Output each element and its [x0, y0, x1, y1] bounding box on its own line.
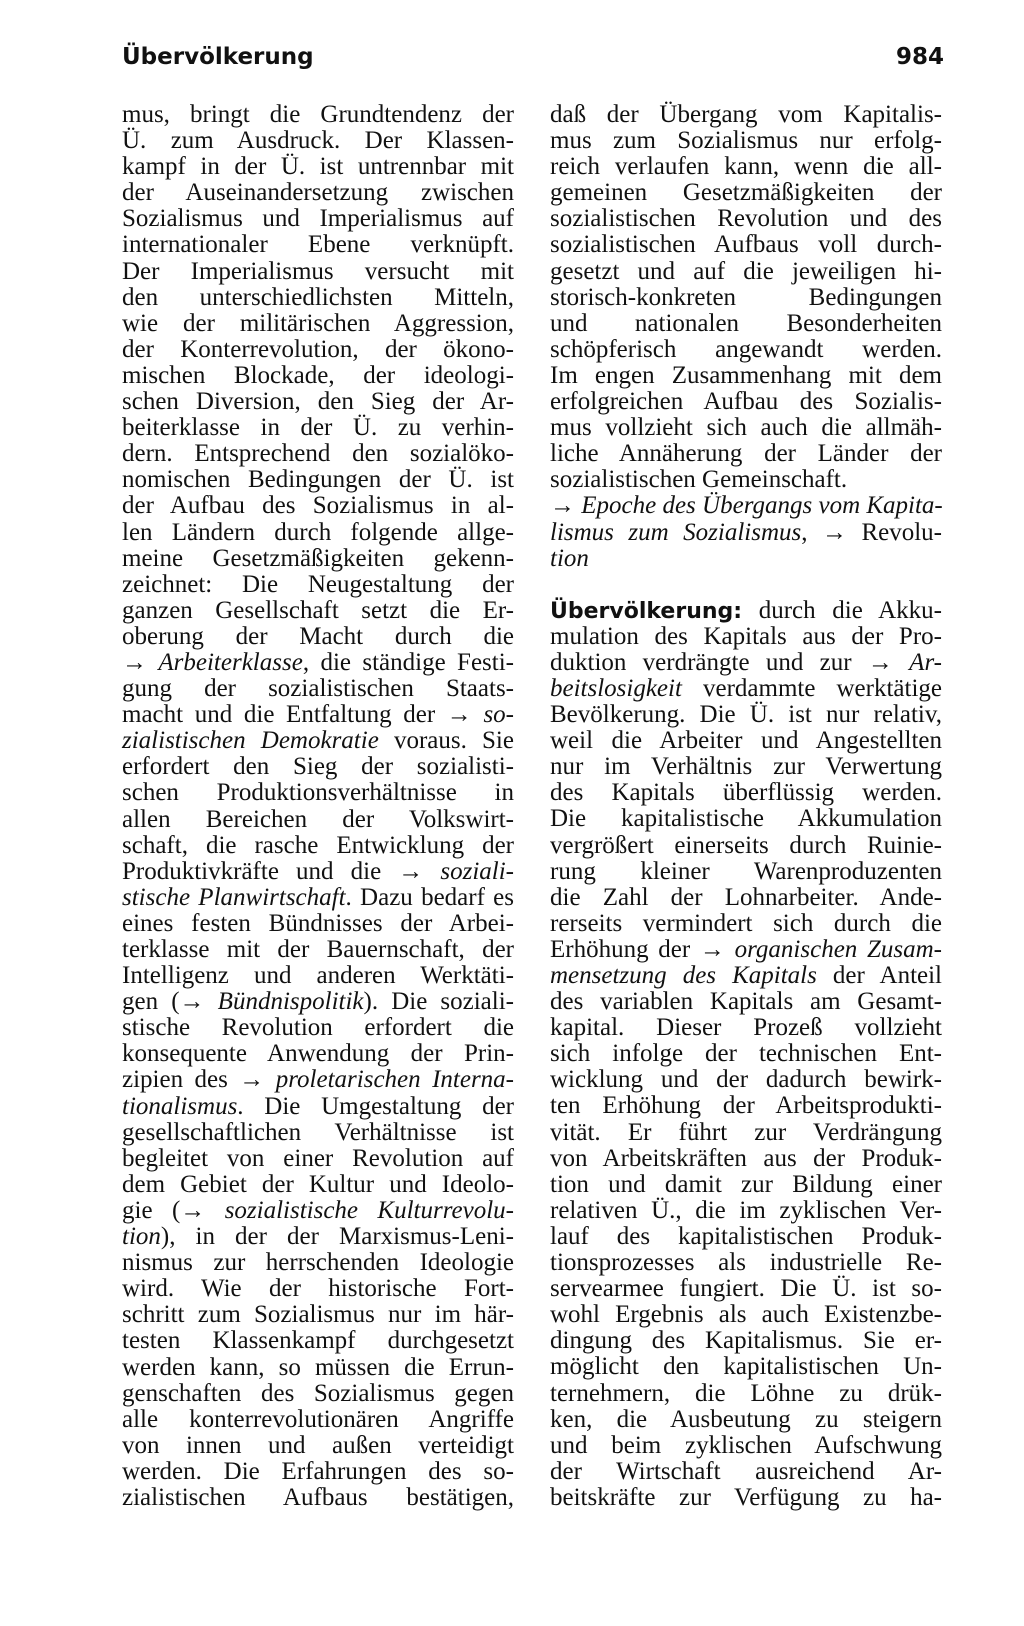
text-run: der Anteil [816, 962, 942, 989]
text-line: Intelligenz und anderen Werktäti- [122, 962, 514, 990]
cross-reference-arrow: → [239, 1066, 276, 1094]
text-line [122, 1067, 514, 1093]
running-head-title: Übervölkerung [122, 44, 314, 70]
text-line: zeichnet: Die Neugestaltung der [122, 570, 514, 598]
text-line: ternehmern, die Löhne zu drük- [550, 1379, 942, 1407]
text-line: vergrößert einerseits durch Ruinie- [550, 831, 942, 859]
text-run: , die ständige Festi- [302, 648, 514, 676]
text-line: Bevölkerung. Die Ü. ist nur relativ, [550, 701, 942, 729]
text-line: Ü. zum Ausdruck. Der Klassen- [122, 127, 514, 155]
cross-reference-arrow: → [179, 988, 218, 1016]
text-line: Die kapitalistische Akkumulation [550, 805, 942, 833]
text-line: nismus zur herrschenden Ideologie [122, 1249, 514, 1277]
text-run: . Dazu bedarf es [345, 883, 514, 911]
text-line: oberung der Macht durch die [122, 622, 514, 650]
cross-reference-term: stische Planwirtschaft [122, 883, 346, 911]
text-line: von Arbeitskräften aus der Produk- [550, 1144, 942, 1172]
text-line: beiterklasse in der Ü. zu verhin- [122, 414, 514, 442]
text-line: ken, die Ausbeutung zu steigern [550, 1405, 942, 1433]
text-line: möglicht den kapitalistischen Un- [550, 1353, 942, 1381]
text-line: terklasse mit der Bauernschaft, der [122, 936, 514, 963]
text-line: schritt zum Sozialismus nur im här- [122, 1301, 514, 1329]
text-run: zipien des [122, 1066, 240, 1094]
cross-reference-term: proletarischen Interna- [275, 1066, 514, 1094]
cross-reference-term: soziali- [440, 857, 515, 885]
cross-reference-term: lismus zum Sozialismus [550, 518, 802, 546]
text-line: gemeinen Gesetzmäßigkeiten der [550, 179, 942, 207]
text-line [122, 989, 514, 1015]
text-line: sich infolge der technischen Ent- [550, 1040, 942, 1068]
cross-reference-term: organischen Zusam- [734, 935, 943, 963]
text-line: den unterschiedlichsten Mitteln, [122, 283, 514, 311]
cross-reference-term: beitslosigkeit [550, 674, 682, 702]
text-line: schen Diversion, den Sieg der Ar- [122, 388, 514, 416]
text-line: daß der Übergang vom Kapitalis- [550, 101, 942, 128]
text-line: wohl Ergebnis als auch Existenzbe- [550, 1301, 942, 1329]
text-line: der Auseinandersetzung zwischen [122, 179, 514, 207]
text-run: ). Die soziali- [363, 988, 514, 1016]
cross-reference-term: Arbeiterklasse [158, 648, 303, 676]
text-line: Sozialismus und Imperialismus auf [122, 205, 514, 233]
text-line [550, 493, 942, 519]
text-line: vität. Er führt zur Verdrängung [550, 1118, 942, 1146]
text-line: eines festen Bündnisses der Arbei- [122, 909, 514, 937]
text-line: zialistischen Aufbaus bestätigen, [122, 1483, 514, 1511]
text-line: gesetzt und auf die jeweiligen hi- [550, 257, 942, 285]
right-column [550, 102, 942, 1511]
text-line: von innen und außen verteidigt [122, 1431, 514, 1459]
text-line: alle konterrevolutionären Angriffe [122, 1405, 514, 1433]
text-line: gesellschaftlichen Verhältnisse ist [122, 1118, 514, 1146]
text-run: voraus. Sie [378, 727, 514, 755]
text-line: rerseits vermindert sich durch die [550, 909, 942, 937]
text-line: schen Produktionsverhältnisse in [122, 779, 514, 807]
text-run: gie ( [122, 1196, 181, 1224]
text-line: tionsprozesses als industrielle Re- [550, 1249, 942, 1277]
text-line: der Aufbau des Sozialismus in al- [122, 492, 514, 520]
text-line: der Wirtschaft ausreichend Ar- [550, 1457, 942, 1485]
cross-reference-arrow: → [398, 857, 441, 885]
text-line: wie der militärischen Aggression, [122, 309, 514, 337]
text-line: sozialistischen Aufbaus voll durch- [550, 231, 942, 259]
text-line: ganzen Gesellschaft setzt die Er- [122, 596, 514, 624]
text-line: ten Erhöhung der Arbeitsprodukti- [550, 1092, 942, 1120]
text-line: lauf des kapitalistischen Produk- [550, 1222, 942, 1250]
text-line: weil die Arbeiter und Angestellten [550, 727, 942, 755]
text-line: nur im Verhältnis zur Verwertung [550, 753, 942, 781]
text-line [122, 1224, 514, 1250]
text-line: mulation des Kapitals aus der Pro- [550, 622, 942, 650]
text-line: mus vollzieht sich auch die allmäh- [550, 414, 942, 442]
text-line [122, 728, 514, 754]
text-line: schaft, die rasche Entwicklung der [122, 831, 514, 859]
cross-reference-arrow: → [446, 701, 484, 729]
text-line: die Zahl der Lohnarbeiter. Ande- [550, 883, 942, 911]
text-run: Revolu- [861, 518, 942, 546]
entry-keyword: Übervölkerung: [550, 598, 743, 624]
text-line: kampf in der Ü. ist untrennbar mit [122, 153, 514, 181]
text-line [122, 1094, 514, 1120]
text-line: relativen Ü., die im zyklischen Ver- [550, 1196, 942, 1224]
text-line: wird. Wie der historische Fort- [122, 1275, 514, 1303]
text-run: → [821, 518, 862, 546]
text-line [122, 1198, 514, 1224]
text-run: ), in der der Marxismus-Leni- [160, 1223, 514, 1251]
text-run: gen ( [122, 988, 180, 1016]
text-line [550, 937, 942, 963]
cross-reference-term: Ar- [909, 648, 942, 676]
text-line: erfordert den Sieg der sozialisti- [122, 753, 514, 781]
text-run: macht und die Entfaltung der [122, 701, 447, 729]
text-line: stische Revolution erfordert die [122, 1014, 514, 1042]
text-line: begleitet von einer Revolution auf [122, 1144, 514, 1172]
page-number: 984 [895, 44, 944, 70]
cross-reference-term: so- [483, 701, 515, 729]
text-line: dingung des Kapitalismus. Sie er- [550, 1327, 942, 1355]
cross-reference-term: tionalismus [122, 1092, 238, 1120]
text-line: Der Imperialismus versucht mit [122, 257, 514, 285]
text-line: des Kapitals überflüssig werden. [550, 779, 942, 807]
cross-reference-arrow: → [122, 648, 159, 676]
text-line: liche Annäherung der Länder der [550, 440, 942, 468]
text-line [550, 650, 942, 676]
text-line: rung kleiner Warenproduzenten [550, 857, 942, 885]
cross-reference-arrow: → [699, 935, 735, 963]
text-line: schöpferisch angewandt werden. [550, 335, 942, 363]
text-line [122, 859, 514, 885]
text-line: und beim zyklischen Aufschwung [550, 1431, 942, 1459]
text-line: storisch-konkreten Bedingungen [550, 283, 942, 311]
text-line: dem Gebiet der Kultur und Ideolo- [122, 1170, 514, 1198]
left-column [122, 102, 514, 1511]
text-line: beitskräfte zur Verfügung zu ha- [550, 1483, 942, 1511]
text-line: sozialistischen Revolution und des [550, 205, 942, 233]
text-line: erfolgreichen Aufbau des Sozialis- [550, 388, 942, 416]
cross-reference-term: mensetzung des Kapitals [550, 962, 817, 989]
cross-reference-term: zialistischen Demokratie [122, 727, 379, 755]
cross-reference-term: Bündnispolitik [217, 988, 364, 1016]
text-line [550, 676, 942, 702]
text-line: internationaler Ebene verknüpft. [122, 231, 514, 259]
text-line: Im engen Zusammenhang mit dem [550, 361, 942, 389]
text-run: , [801, 518, 822, 546]
text-line: reich verlaufen kann, wenn die all- [550, 153, 942, 181]
text-line [550, 598, 942, 624]
text-line: tion und damit zur Bildung einer [550, 1170, 942, 1198]
text-line: mischen Blockade, der ideologi- [122, 361, 514, 389]
text-run: . Die Umgestaltung der [237, 1092, 514, 1120]
text-line [550, 520, 942, 546]
text-line: allen Bereichen der Volkswirt- [122, 805, 514, 833]
cross-reference-term: tion [122, 1223, 161, 1251]
text-line: meine Gesetzmäßigkeiten gekenn- [122, 544, 514, 572]
cross-reference-arrow: → [867, 648, 910, 676]
text-run: durch die Akku- [742, 596, 942, 624]
cross-reference-arrow: → [550, 492, 582, 520]
text-line: len Ländern durch folgende allge- [122, 518, 514, 546]
text-line: genschaften des Sozialismus gegen [122, 1379, 514, 1407]
text-line: mus, bringt die Grundtendenz der [122, 101, 514, 128]
text-run: Erhöhung der [550, 935, 700, 963]
text-line: werden. Die Erfahrungen des so- [122, 1457, 514, 1485]
cross-reference-arrow: → [180, 1196, 225, 1224]
text-line: nomischen Bedingungen der Ü. ist [122, 466, 514, 494]
text-line [122, 702, 514, 728]
text-line: konsequente Anwendung der Prin- [122, 1040, 514, 1068]
text-line [550, 963, 942, 989]
text-line: kapital. Dieser Prozeß vollzieht [550, 1014, 942, 1042]
cross-reference-term: Epoche des Übergangs vom Kapita- [581, 492, 943, 520]
text-line [550, 546, 942, 572]
paragraph-gap [550, 572, 942, 598]
text-line: sozialistischen Gemeinschaft. [550, 466, 848, 494]
text-line [122, 650, 514, 676]
text-line: wicklung und der dadurch bewirk- [550, 1066, 942, 1094]
text-run: Produktivkräfte und die [122, 857, 399, 885]
text-line [122, 885, 514, 911]
text-line: und nationalen Besonderheiten [550, 309, 942, 337]
cross-reference-term: tion [550, 544, 589, 572]
text-line: werden kann, so müssen die Errun- [122, 1353, 514, 1381]
text-line: gung der sozialistischen Staats- [122, 675, 514, 703]
text-line: des variablen Kapitals am Gesamt- [550, 988, 942, 1016]
text-run: duktion verdrängte und zur [550, 648, 868, 676]
text-line: mus zum Sozialismus nur erfolg- [550, 127, 942, 155]
text-line: dern. Entsprechend den sozialöko- [122, 440, 514, 468]
text-line: testen Klassenkampf durchgesetzt [122, 1327, 514, 1355]
text-run: verdammte werktätige [681, 674, 942, 702]
text-line: servearmee fungiert. Die Ü. ist so- [550, 1275, 942, 1303]
text-line: der Konterrevolution, der ökono- [122, 335, 514, 363]
cross-reference-term: sozialistische Kulturrevolu- [224, 1196, 514, 1224]
